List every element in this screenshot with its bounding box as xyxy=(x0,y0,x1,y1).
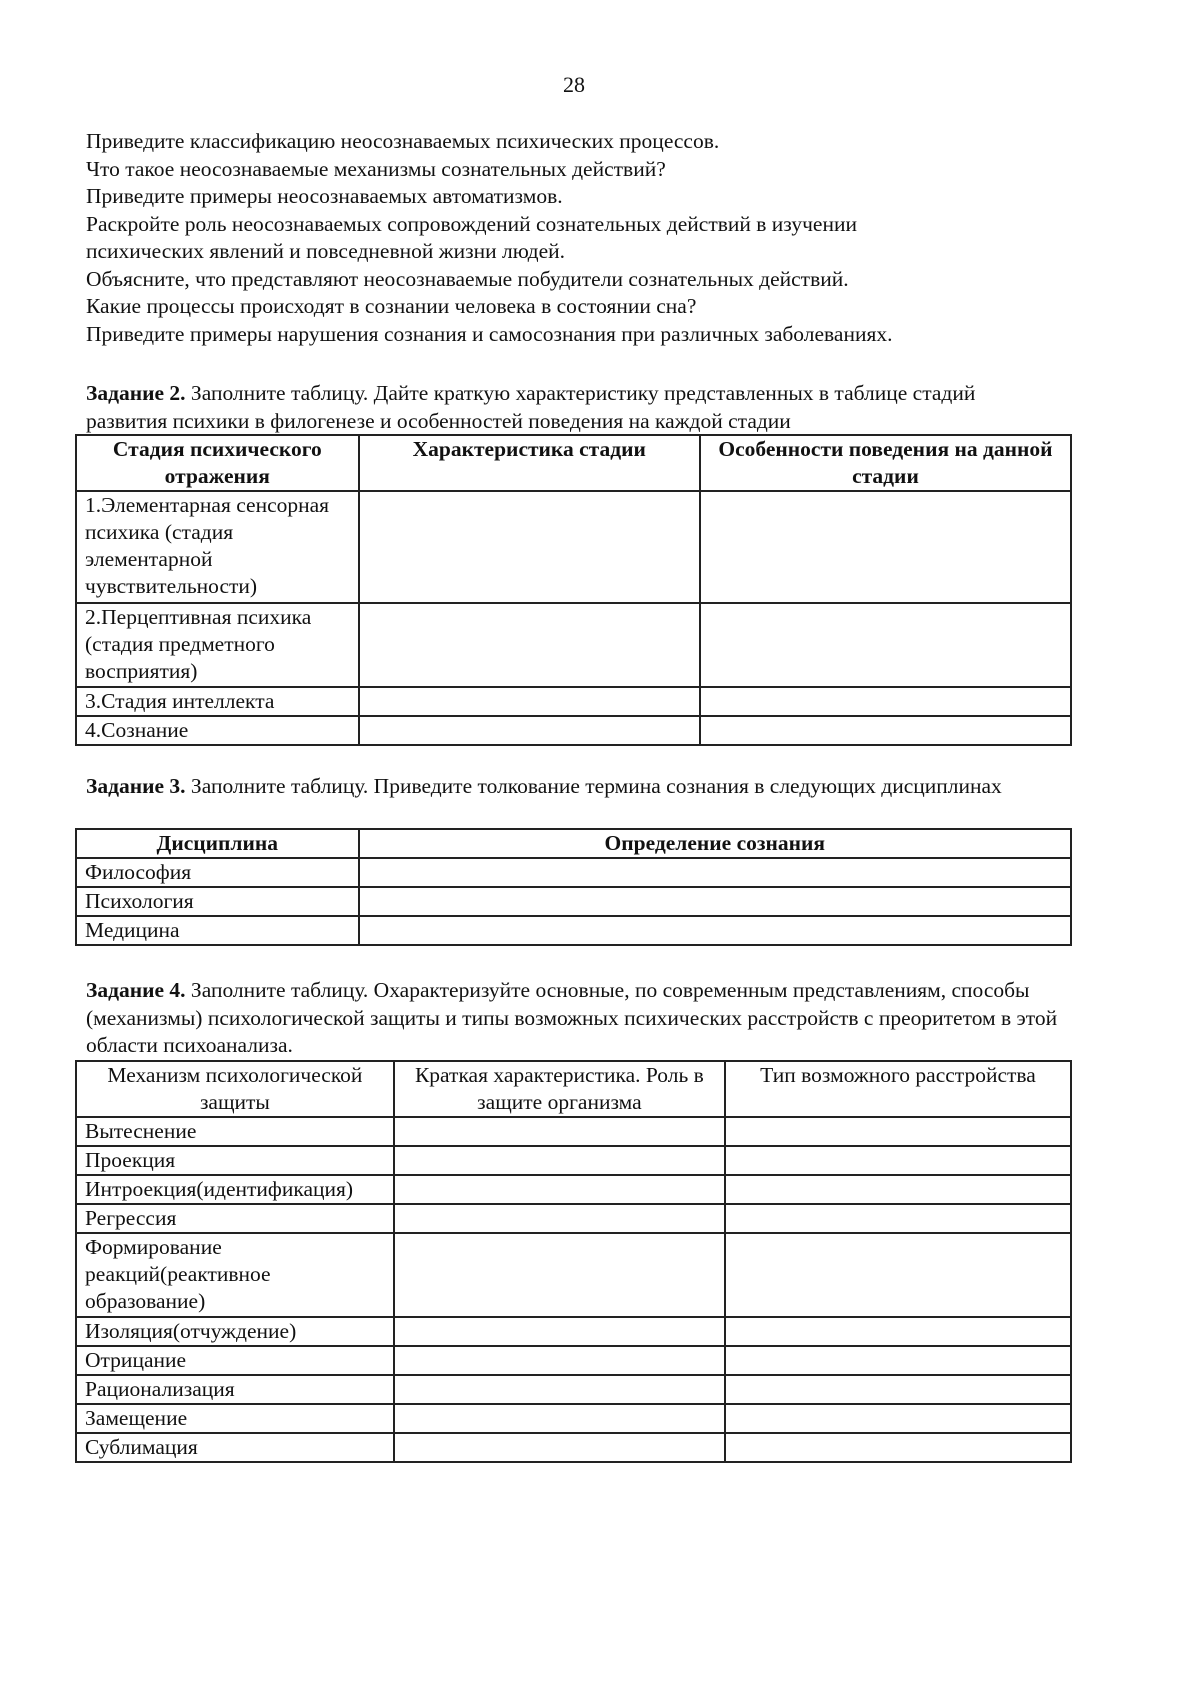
table-cell-empty[interactable] xyxy=(725,1346,1071,1375)
table-header: Определение сознания xyxy=(359,829,1071,858)
table-cell-empty[interactable] xyxy=(359,491,700,603)
page-number: 28 xyxy=(563,72,585,97)
table-row-label: Сублимация xyxy=(76,1433,394,1462)
task4-label: Задание 4. xyxy=(86,978,186,1002)
task4-heading xyxy=(86,977,1076,1060)
table-cell-empty[interactable] xyxy=(394,1204,725,1233)
table-header: Механизм психологической защиты xyxy=(76,1061,394,1117)
table-row-label: 1.Элементарная сенсорная психика (стадия элементарной чувствительности) xyxy=(76,491,359,603)
table-cell-empty[interactable] xyxy=(725,1117,1071,1146)
table-cell-empty[interactable] xyxy=(394,1404,725,1433)
table-row-label: Вытеснение xyxy=(76,1117,394,1146)
table-cell-empty[interactable] xyxy=(725,1404,1071,1433)
task4-table xyxy=(75,1060,1072,1463)
task4-text: Заполните таблицу. Охарактеризуйте основные, по современным представлениям, способы (механизмы) психологической защиты и типы возможных психических расстройств с преоритетом в этой области психоанализа. xyxy=(86,978,1058,1057)
table-cell-empty[interactable] xyxy=(700,491,1071,603)
task3-label: Задание 3. xyxy=(86,774,186,798)
questions-list xyxy=(86,128,1076,348)
question-item: Объясните, что представляют неосознаваемые побудители сознательных действий. xyxy=(86,266,849,291)
table-cell-empty[interactable] xyxy=(394,1233,725,1317)
table-cell-empty[interactable] xyxy=(394,1317,725,1346)
table-row-label: 2.Перцептивная психика (стадия предметного восприятия) xyxy=(76,603,359,687)
table-row-label: Рационализация xyxy=(76,1375,394,1404)
question-item: Раскройте роль неосознаваемых сопровождений сознательных действий в изучении психических явлений и повседневной жизни людей. xyxy=(86,211,857,263)
table-cell-empty[interactable] xyxy=(700,687,1071,716)
table-cell-empty[interactable] xyxy=(394,1375,725,1404)
table-row-label: Проекция xyxy=(76,1146,394,1175)
table-row-label: Интроекция(идентификация) xyxy=(76,1175,394,1204)
task2-text: Заполните таблицу. Дайте краткую характеристику представленных в таблице стадий развития психики в филогенезе и особенностей поведения на каждой стадии xyxy=(86,381,976,433)
table-row-label: Формирование реакций(реактивное образование) xyxy=(76,1233,394,1317)
table-cell-empty[interactable] xyxy=(359,858,1071,887)
table-cell-empty[interactable] xyxy=(359,887,1071,916)
task2-heading xyxy=(86,380,1026,435)
table-row-label: Изоляция(отчуждение) xyxy=(76,1317,394,1346)
table-cell-empty[interactable] xyxy=(394,1117,725,1146)
task3-text: Заполните таблицу. Приведите толкование термина сознания в следующих дисциплинах xyxy=(185,774,1002,798)
table-row-label: Психология xyxy=(76,887,359,916)
table-row-label: Регрессия xyxy=(76,1204,394,1233)
table-header: Стадия психического отражения xyxy=(76,435,359,491)
table-cell-empty[interactable] xyxy=(725,1146,1071,1175)
table-cell-empty[interactable] xyxy=(725,1204,1071,1233)
table-cell-empty[interactable] xyxy=(394,1346,725,1375)
table-row-label: Отрицание xyxy=(76,1346,394,1375)
table-row-label: 4.Сознание xyxy=(76,716,359,745)
table-cell-empty[interactable] xyxy=(725,1317,1071,1346)
task2-label: Задание 2. xyxy=(86,381,186,405)
question-item: Что такое неосознаваемые механизмы сознательных действий? xyxy=(86,156,666,181)
table-cell-empty[interactable] xyxy=(394,1175,725,1204)
table-header: Краткая характеристика. Роль в защите организма xyxy=(394,1061,725,1117)
question-item: Приведите примеры неосознаваемых автоматизмов. xyxy=(86,184,563,208)
table-header: Тип возможного расстройства xyxy=(725,1061,1071,1117)
table-cell-empty[interactable] xyxy=(725,1375,1071,1404)
table-cell-empty[interactable] xyxy=(700,603,1071,687)
task3-table xyxy=(75,828,1072,946)
task2-table xyxy=(75,434,1072,746)
table-row-label: Замещение xyxy=(76,1404,394,1433)
table-row-label: Философия xyxy=(76,858,359,887)
table-header: Дисциплина xyxy=(76,829,359,858)
table-cell-empty[interactable] xyxy=(725,1233,1071,1317)
table-cell-empty[interactable] xyxy=(359,716,700,745)
table-cell-empty[interactable] xyxy=(725,1175,1071,1204)
question-item: Приведите классификацию неосознаваемых психических процессов. xyxy=(86,129,720,153)
question-item: Приведите примеры нарушения сознания и самосознания при различных заболеваниях. xyxy=(86,321,893,346)
table-row-label: 3.Стадия интеллекта xyxy=(76,687,359,716)
question-item: Какие процессы происходят в сознании человека в состоянии сна? xyxy=(86,294,697,318)
task3-heading xyxy=(86,773,1016,801)
table-cell-empty[interactable] xyxy=(359,603,700,687)
table-cell-empty[interactable] xyxy=(359,916,1071,945)
table-cell-empty[interactable] xyxy=(394,1146,725,1175)
table-cell-empty[interactable] xyxy=(725,1433,1071,1462)
table-header: Характеристика стадии xyxy=(359,435,700,491)
table-cell-empty[interactable] xyxy=(700,716,1071,745)
table-header: Особенности поведения на данной стадии xyxy=(700,435,1071,491)
table-cell-empty[interactable] xyxy=(359,687,700,716)
table-row-label: Медицина xyxy=(76,916,359,945)
table-cell-empty[interactable] xyxy=(394,1433,725,1462)
